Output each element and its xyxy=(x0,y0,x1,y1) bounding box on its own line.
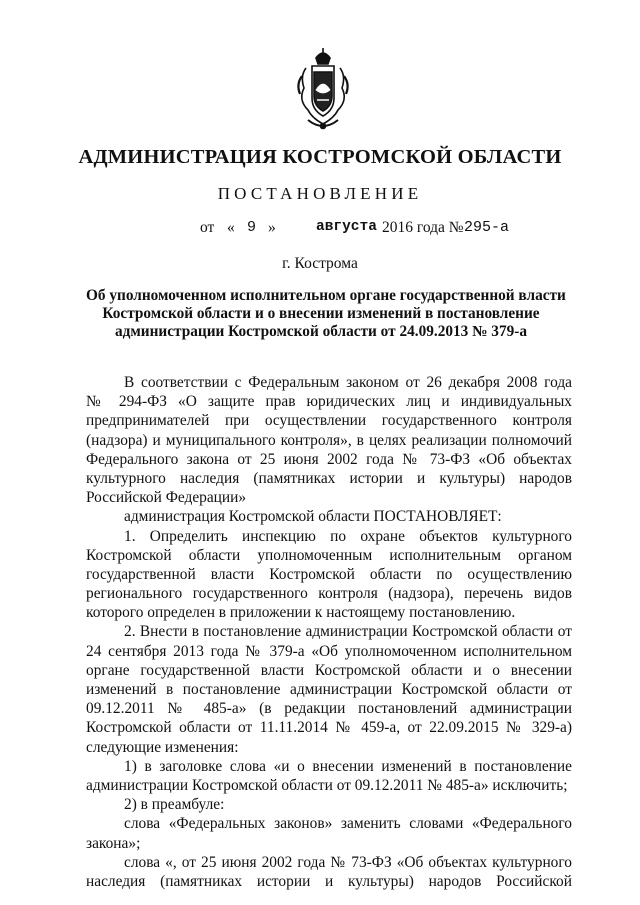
city: г. Кострома xyxy=(282,255,358,272)
body-line: предпринимателей при осуществлении государственного контроля xyxy=(86,412,572,430)
body-line: изменений в постановление администрации Костромской области от xyxy=(86,681,572,698)
body-line: наследия (памятниках истории и культуры) народов Российской xyxy=(86,872,572,890)
document-number: 295-а xyxy=(464,219,510,236)
date-line xyxy=(200,219,530,239)
date-prefix: от xyxy=(200,219,215,236)
body-line: культурного наследия (памятниках истории и культуры) народов xyxy=(86,469,572,487)
date-day: 9 xyxy=(247,219,257,236)
body-line: В соответствии с Федеральным законом от 26 декабря 2008 года xyxy=(124,374,572,391)
body-line: Костромской области от 11.11.2014 № 459-а, от 22.09.2015 № 329-а) xyxy=(86,719,572,737)
coat-of-arms-icon xyxy=(294,48,352,132)
body-line: 1. Определить инспекцию по охране объектов культурного xyxy=(124,527,572,545)
body-line: следующие изменения: xyxy=(86,738,239,756)
title-line: администрации Костромской области от 24.09.2013 № 379-а xyxy=(114,323,527,340)
body-line: 24 сентября 2013 года № 379-а «Об уполномоченном исполнительном xyxy=(86,642,572,660)
body-line: 09.12.2011 № 485-а» (в редакции постановлений администрации xyxy=(86,700,572,718)
date-month: августа xyxy=(316,219,377,235)
body-line: администрация Костромской области ПОСТАНОВЛЯЕТ: xyxy=(124,508,502,526)
date-year: 2016 года № xyxy=(382,219,464,236)
body-line: закона»; xyxy=(86,834,141,852)
body-line: которого определен в приложении к настоящему постановлению. xyxy=(86,604,516,622)
body-line: 2. Внести в постановление администрации Костромской области от xyxy=(124,623,572,641)
title-line: Костромской области и о внесении изменений в постановление xyxy=(102,305,540,322)
document-type: ПОСТАНОВЛЕНИЕ xyxy=(217,184,423,203)
document-body xyxy=(86,373,572,891)
body-line: слова «Федеральных законов» заменить словами «Федерального xyxy=(124,815,572,833)
body-line: администрации Костромской области от 09.12.2011 № 485-а» исключить; xyxy=(86,776,568,794)
quote-close: » xyxy=(268,219,276,236)
body-line: Костромской области уполномоченным исполнительным органом xyxy=(86,546,572,564)
body-line: регионального государственного контроля (надзора), перечень видов xyxy=(86,585,572,603)
body-line: № 294-ФЗ «О защите прав юридических лиц и индивидуальных xyxy=(86,393,572,411)
organization-heading: АДМИНИСТРАЦИЯ КОСТРОМСКОЙ ОБЛАСТИ xyxy=(78,146,562,168)
body-line: Российской Федерации» xyxy=(86,489,247,507)
body-line: (надзора) и муниципального контроля», в целях реализации полномочий xyxy=(86,431,572,449)
body-line: государственной власти Костромской области по осуществлению xyxy=(86,565,572,583)
body-line: 2) в преамбуле: xyxy=(124,796,225,814)
document-title xyxy=(86,287,566,341)
title-line: Об уполномоченном исполнительном органе государственной власти xyxy=(86,287,566,304)
body-line: слова «, от 25 июня 2002 года № 73-ФЗ «Об объектах культурного xyxy=(124,853,572,871)
body-line: 1) в заголовке слова «и о внесении изменений в постановление xyxy=(124,757,572,775)
body-line: Федерального закона от 25 июня 2002 года № 73-ФЗ «Об объектах xyxy=(86,450,572,468)
quote-open: « xyxy=(227,219,235,236)
body-line: органе государственной власти Костромской области и о внесении xyxy=(86,661,572,679)
